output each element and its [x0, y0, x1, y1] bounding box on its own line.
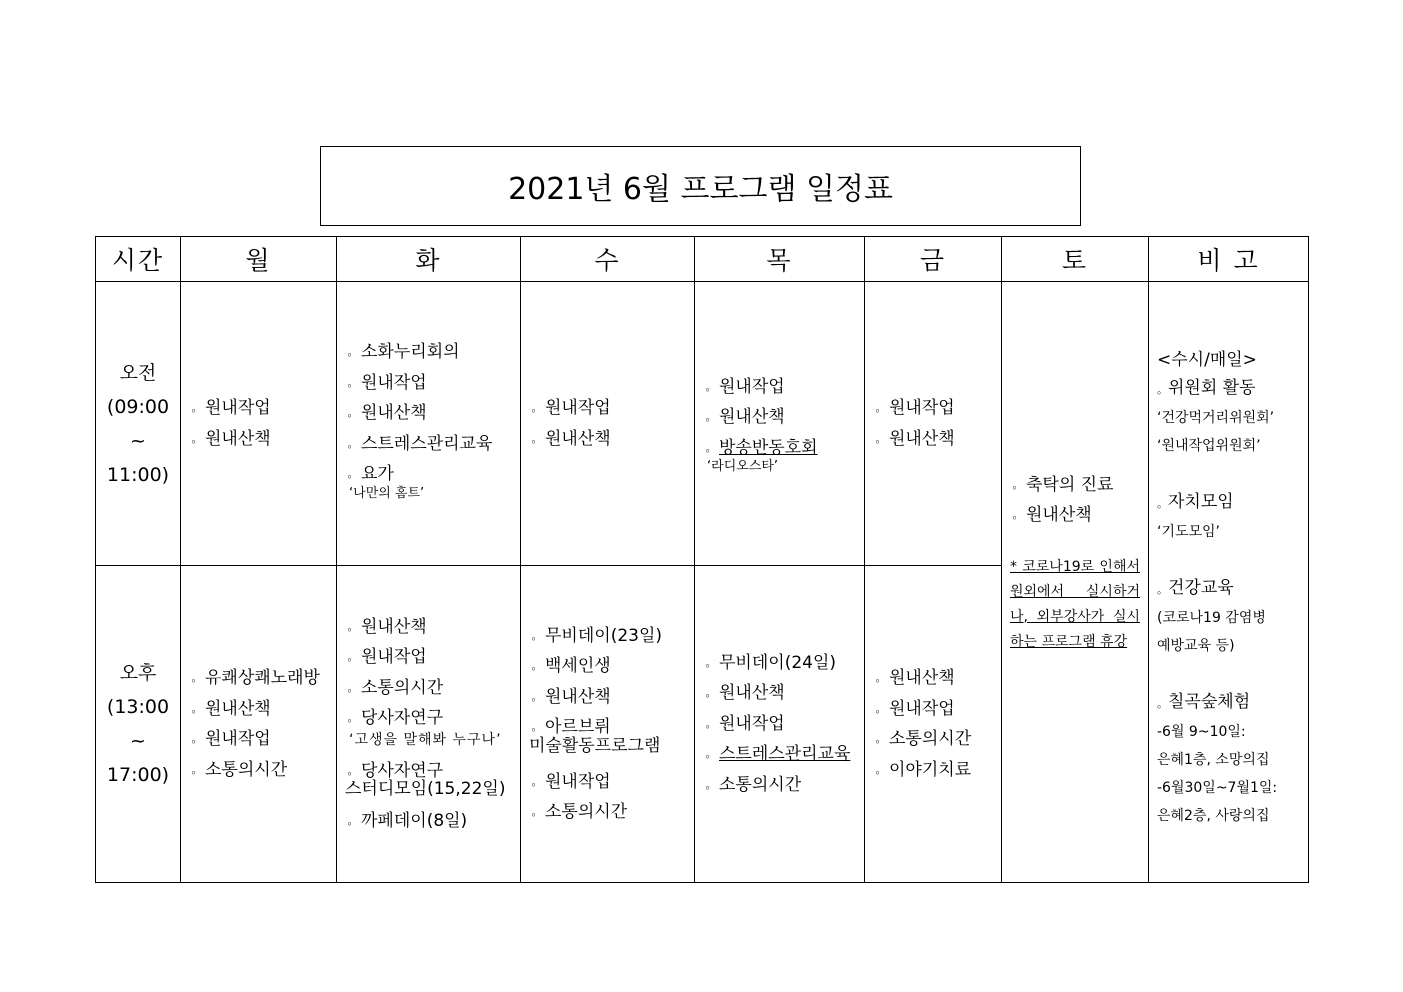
- remarks-forest-2: 은혜1층, 소망의집: [1157, 752, 1270, 768]
- afternoon-label: 오후: [119, 662, 157, 684]
- afternoon-time-cell: [96, 566, 181, 883]
- header-sat: 토: [1002, 237, 1149, 282]
- morning-tue-cell: [337, 282, 521, 566]
- list-item: 。 원내작업: [705, 713, 785, 734]
- tue-afternoon-subtitle: ‘고생을 말해봐 누구나’: [349, 731, 502, 748]
- list-item: 。 원내작업: [705, 376, 785, 397]
- list-item: 。 원내산책: [191, 698, 271, 719]
- list-item: 。 원내작업: [347, 647, 427, 667]
- list-item: 。 원내산책: [347, 616, 427, 637]
- list-item: 。 당사자연구: [347, 708, 444, 728]
- header-thu: 목: [695, 237, 865, 282]
- afternoon-end: 17:00): [106, 764, 170, 786]
- list-item: 。 까페데이(8일): [347, 811, 468, 831]
- remarks-committee-2: ‘원내작업위원회’: [1157, 438, 1261, 454]
- header-mon: 월: [181, 237, 337, 282]
- list-item: 。 소화누리회의: [347, 342, 460, 363]
- list-item: 。 요가: [347, 464, 394, 485]
- morning-fri-cell: [865, 282, 1002, 566]
- morning-time-cell: [96, 282, 181, 566]
- list-item: 。 원내작업: [191, 729, 271, 749]
- list-item: 。 원내작업: [875, 398, 955, 418]
- list-item: 。 방송반동호회: [705, 437, 818, 458]
- saturday-note: * 코로나19로 인해서 원외에서 실시하거나, 외부강사가 실시하는 프로그램 휴강: [1010, 558, 1140, 650]
- list-item: 。 원내산책: [875, 428, 955, 449]
- remarks-header: <수시/매일>: [1157, 350, 1257, 370]
- remarks-health: 。건강교육: [1157, 578, 1234, 598]
- morning-wed-cell: [521, 282, 695, 566]
- remarks-health-1: (코로나19 감염병: [1157, 610, 1266, 626]
- remarks-committee: 。위원회 활동: [1157, 378, 1256, 398]
- morning-thu-cell: [695, 282, 865, 566]
- header-row: [96, 237, 1309, 282]
- list-item: 。 당사자연구: [347, 760, 444, 781]
- list-item: 。 원내산책: [531, 428, 611, 449]
- remarks-health-2: 예방교육 등): [1157, 638, 1235, 654]
- list-item: 。 원내산책: [705, 407, 785, 428]
- afternoon-start: (13:00: [106, 696, 170, 718]
- list-item: 。 원내작업: [531, 398, 611, 418]
- afternoon-wed-cell: [521, 566, 695, 883]
- remarks-forest-3: -6월30일~7월1일:: [1157, 780, 1278, 796]
- list-item: 。 원내작업: [191, 398, 271, 418]
- list-item: 。 아르브뤼: [531, 717, 611, 737]
- morning-label: 오전: [119, 361, 157, 384]
- morning-start: (09:00: [106, 395, 170, 418]
- list-item: 。 원내산책: [347, 403, 427, 424]
- list-item: 。 원내산책: [875, 668, 955, 688]
- remarks-self: 。자치모임: [1157, 492, 1234, 512]
- remarks-self-1: ‘기도모임’: [1157, 524, 1220, 540]
- list-item: 。 원내산책: [1012, 505, 1092, 525]
- page-title: [320, 146, 1081, 226]
- remarks-forest-1: -6월 9~10일:: [1157, 724, 1246, 740]
- list-item: 。 소통의시간: [705, 774, 802, 795]
- list-item: 。 유쾌상쾌노래방: [191, 668, 320, 688]
- tue-afternoon-continuation: 스터디모임(15,22일): [345, 779, 506, 799]
- thu-morning-subtitle: ‘라디오스타’: [707, 459, 779, 475]
- list-item: 。 이야기치료: [875, 759, 972, 780]
- list-item: 。 소통의시간: [875, 729, 972, 749]
- remarks-forest-4: 은혜2층, 사랑의집: [1157, 808, 1270, 824]
- list-item: 。 소통의시간: [531, 802, 628, 822]
- list-item: 。 스트레스관리교육: [347, 433, 493, 454]
- list-item: 。 원내산책: [705, 683, 785, 704]
- saturday-cell: [1002, 282, 1149, 883]
- list-item: 。 백세인생: [531, 656, 611, 676]
- header-tue: 화: [337, 237, 521, 282]
- list-item: 。 소통의시간: [191, 759, 288, 780]
- list-item: 。 원내작업: [347, 372, 427, 393]
- list-item: 。 원내작업: [875, 698, 955, 719]
- title-text: 2021년 6월 프로그램 일정표: [508, 172, 893, 207]
- afternoon-fri-cell: [865, 566, 1002, 883]
- morning-tilde: ~: [130, 429, 146, 452]
- header-remarks: 비 고: [1149, 237, 1309, 282]
- list-item: 。 축탁의 진료: [1012, 474, 1114, 495]
- list-item: 。 원내산책: [191, 428, 271, 449]
- morning-row: [96, 282, 1309, 566]
- header-fri: 금: [865, 237, 1002, 282]
- schedule-table: [95, 236, 1309, 883]
- remarks-cell: [1149, 282, 1309, 883]
- tue-morning-subtitle: ‘나만의 홈트’: [349, 485, 425, 501]
- afternoon-tue-cell: [337, 566, 521, 883]
- morning-mon-cell: [181, 282, 337, 566]
- remarks-committee-1: ‘건강먹거리위원회’: [1157, 410, 1275, 426]
- header-time: 시간: [96, 237, 181, 282]
- list-item: 。 무비데이(24일): [705, 652, 837, 673]
- list-item: 。 원내산책: [531, 686, 611, 707]
- afternoon-mon-cell: [181, 566, 337, 883]
- list-item: 。 소통의시간: [347, 677, 444, 698]
- remarks-forest: 。칠곡숲체험: [1157, 692, 1251, 712]
- header-wed: 수: [521, 237, 695, 282]
- list-item: 。 무비데이(23일): [531, 625, 663, 646]
- list-item: 。 스트레스관리교육: [705, 744, 851, 765]
- morning-end: 11:00): [106, 463, 170, 486]
- afternoon-thu-cell: [695, 566, 865, 883]
- list-item: 。 원내작업: [531, 771, 611, 792]
- wed-afternoon-continuation: 미술활동프로그램: [529, 735, 661, 756]
- afternoon-tilde: ~: [130, 730, 146, 752]
